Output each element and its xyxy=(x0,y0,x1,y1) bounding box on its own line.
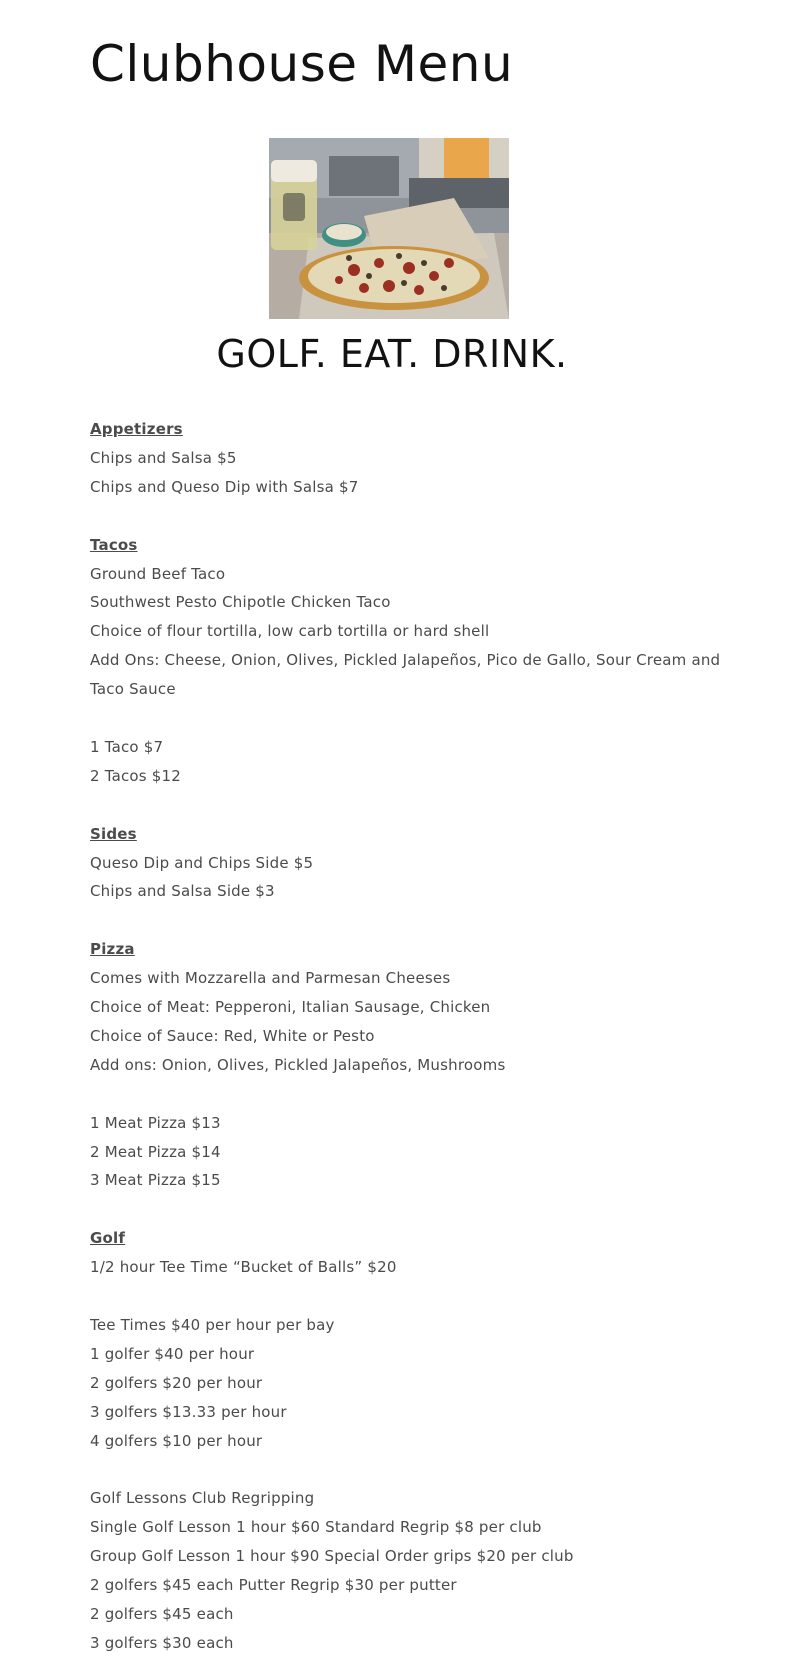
price-line: 2 Meat Pizza $14 xyxy=(90,1142,221,1161)
tee-time-line: 2 golfers $20 per hour xyxy=(90,1373,263,1392)
spacer xyxy=(90,906,730,935)
menu-line: Comes with Mozzarella and Parmesan Cheeses xyxy=(90,969,451,988)
tee-time-line: Tee Times $40 per hour per bay xyxy=(90,1315,335,1334)
menu-line: Ground Beef Taco xyxy=(90,564,226,583)
price-line: 3 Meat Pizza $15 xyxy=(90,1171,221,1190)
menu-line: Chips and Salsa Side $3 xyxy=(90,882,275,901)
price-line: 2 Tacos $12 xyxy=(90,766,182,785)
menu-line: Chips and Queso Dip with Salsa $7 xyxy=(90,477,359,496)
menu-line: Southwest Pesto Chipotle Chicken Taco xyxy=(90,593,391,612)
menu-line: Add ons: Onion, Olives, Pickled Jalapeños, Mushrooms xyxy=(90,1055,506,1074)
tee-time-line: 1 golfer $40 per hour xyxy=(90,1344,255,1363)
page-title: Clubhouse Menu xyxy=(90,35,514,93)
menu-line: Queso Dip and Chips Side $5 xyxy=(90,853,314,872)
lesson-line: 2 golfers $45 each xyxy=(90,1605,234,1624)
menu-line: Taco Sauce xyxy=(90,680,176,699)
spacer xyxy=(90,704,730,733)
spacer xyxy=(90,1080,730,1109)
spacer xyxy=(90,502,730,531)
tagline: GOLF. EAT. DRINK. xyxy=(216,332,568,376)
sides-heading: Sides xyxy=(90,824,137,843)
lesson-line: Golf Lessons Club Regripping xyxy=(90,1489,315,1508)
menu-line: Choice of flour tortilla, low carb tortilla or hard shell xyxy=(90,622,490,641)
spacer xyxy=(90,1282,730,1311)
pizza-heading: Pizza xyxy=(90,940,135,959)
spacer xyxy=(90,1456,730,1485)
lesson-line: 3 golfers $30 each xyxy=(90,1633,234,1652)
menu-line: Add Ons: Cheese, Onion, Olives, Pickled Jalapeños, Pico de Gallo, Sour Cream and xyxy=(90,651,721,670)
tacos-heading: Tacos xyxy=(90,535,138,554)
menu-body xyxy=(90,415,730,1658)
menu-line: Choice of Meat: Pepperoni, Italian Sausage, Chicken xyxy=(90,998,491,1017)
menu-line: Chips and Salsa $5 xyxy=(90,448,237,467)
spacer xyxy=(90,1195,730,1224)
golf-heading: Golf xyxy=(90,1229,126,1248)
tee-time-line: 4 golfers $10 per hour xyxy=(90,1431,263,1450)
lesson-line: 2 golfers $45 each Putter Regrip $30 per putter xyxy=(90,1576,457,1595)
price-line: 1 Taco $7 xyxy=(90,737,164,756)
lesson-line: Single Golf Lesson 1 hour $60 Standard Regrip $8 per club xyxy=(90,1518,542,1537)
lesson-line: Group Golf Lesson 1 hour $90 Special Order grips $20 per club xyxy=(90,1547,574,1566)
spacer xyxy=(90,791,730,820)
appetizers-heading: Appetizers xyxy=(90,420,183,438)
price-line: 1 Meat Pizza $13 xyxy=(90,1113,221,1132)
menu-line: Choice of Sauce: Red, White or Pesto xyxy=(90,1026,375,1045)
tee-time-line: 3 golfers $13.33 per hour xyxy=(90,1402,287,1421)
menu-page xyxy=(90,0,730,1652)
hero-image xyxy=(269,138,509,319)
menu-line: 1/2 hour Tee Time “Bucket of Balls” $20 xyxy=(90,1258,397,1277)
